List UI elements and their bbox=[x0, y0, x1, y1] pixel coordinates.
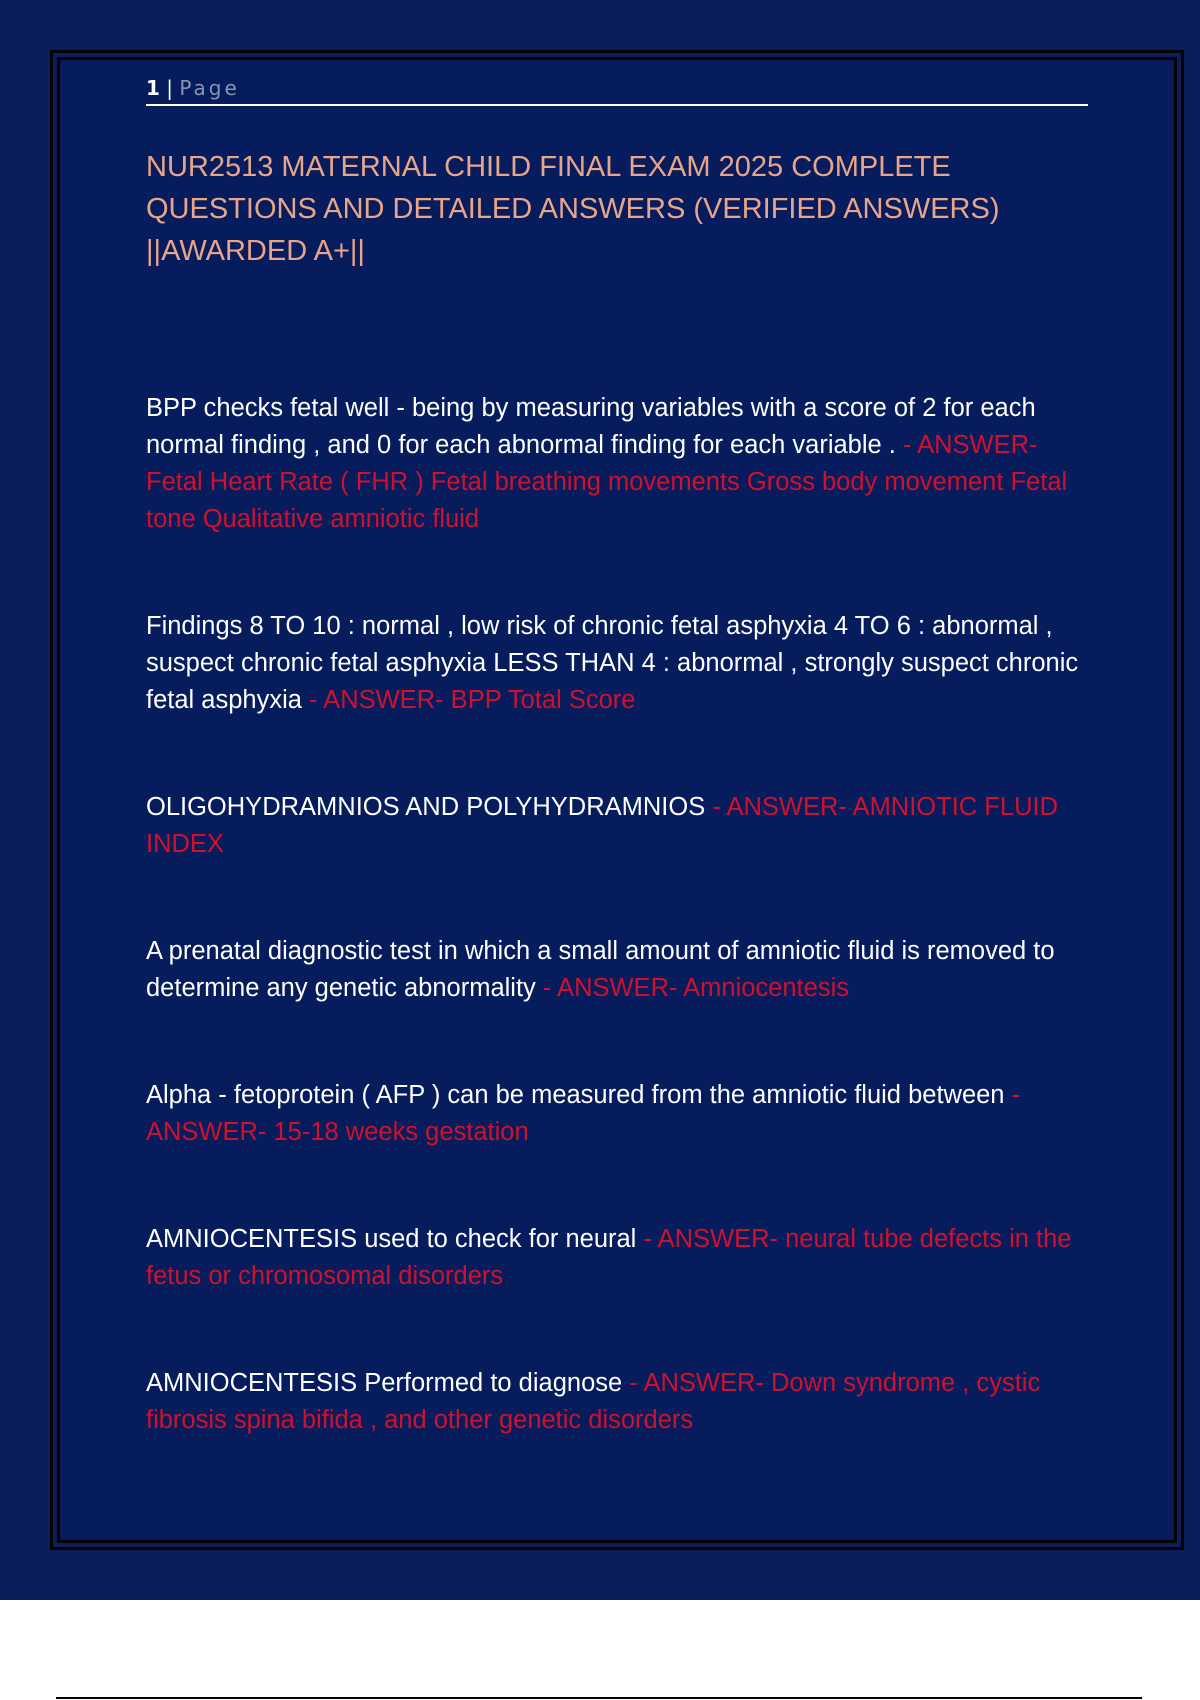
qa-item bbox=[146, 390, 1088, 538]
qa-item bbox=[146, 1077, 1088, 1151]
document-content bbox=[146, 74, 1088, 1509]
answer-text: - ANSWER- BPP Total Score bbox=[309, 686, 636, 714]
question-text: AMNIOCENTESIS Performed to diagnose bbox=[146, 1369, 630, 1397]
question-text: BPP checks fetal well - being by measuring variables with a score of 2 for each normal finding , and 0 for each abnormal finding for each variable . bbox=[146, 394, 1036, 459]
answer-text: - ANSWER- Down syndrome , cystic fibrosis spina bifida , and other genetic disorders bbox=[146, 1369, 1041, 1434]
qa-item bbox=[146, 608, 1088, 719]
answer-text: - ANSWER- AMNIOTIC FLUID INDEX bbox=[146, 793, 1058, 858]
question-text: A prenatal diagnostic test in which a small amount of amniotic fluid is removed to determine any genetic abnormality bbox=[146, 937, 1055, 1002]
document-title: NUR2513 MATERNAL CHILD FINAL EXAM 2025 COMPLETE QUESTIONS AND DETAILED ANSWERS (VERIFIED ANSWERS) ||AWARDED A+|| bbox=[146, 151, 1000, 267]
page-number: 1 bbox=[146, 76, 160, 100]
page-label: Page bbox=[179, 76, 240, 100]
next-page-header-rule bbox=[56, 1697, 1142, 1699]
qa-item bbox=[146, 1365, 1088, 1439]
qa-item bbox=[146, 789, 1088, 863]
question-text: Findings 8 TO 10 : normal , low risk of chronic fetal asphyxia 4 TO 6 : abnormal , suspect chronic fetal asphyxia LESS THAN 4 : abnormal , strongly suspect chronic fetal asphyxia bbox=[146, 612, 1079, 714]
qa-item bbox=[146, 1221, 1088, 1295]
question-text: Alpha - fetoprotein ( AFP ) can be measured from the amniotic fluid between bbox=[146, 1081, 1012, 1109]
answer-text: - ANSWER- 15-18 weeks gestation bbox=[146, 1081, 1021, 1146]
question-text: AMNIOCENTESIS used to check for neural bbox=[146, 1225, 644, 1253]
qa-item bbox=[146, 933, 1088, 1007]
answer-text: - ANSWER- neural tube defects in the fetus or chromosomal disorders bbox=[146, 1225, 1072, 1290]
answer-text: - ANSWER- Amniocentesis bbox=[542, 974, 849, 1002]
qa-list bbox=[146, 390, 1088, 1439]
answer-text: - ANSWER- Fetal Heart Rate ( FHR ) Fetal breathing movements Gross body movement Fetal tone Qualitative amniotic fluid bbox=[146, 431, 1068, 533]
question-text: OLIGOHYDRAMNIOS AND POLYHYDRAMNIOS bbox=[146, 793, 713, 821]
page-header bbox=[146, 74, 1088, 106]
page-separator: | bbox=[159, 76, 180, 100]
